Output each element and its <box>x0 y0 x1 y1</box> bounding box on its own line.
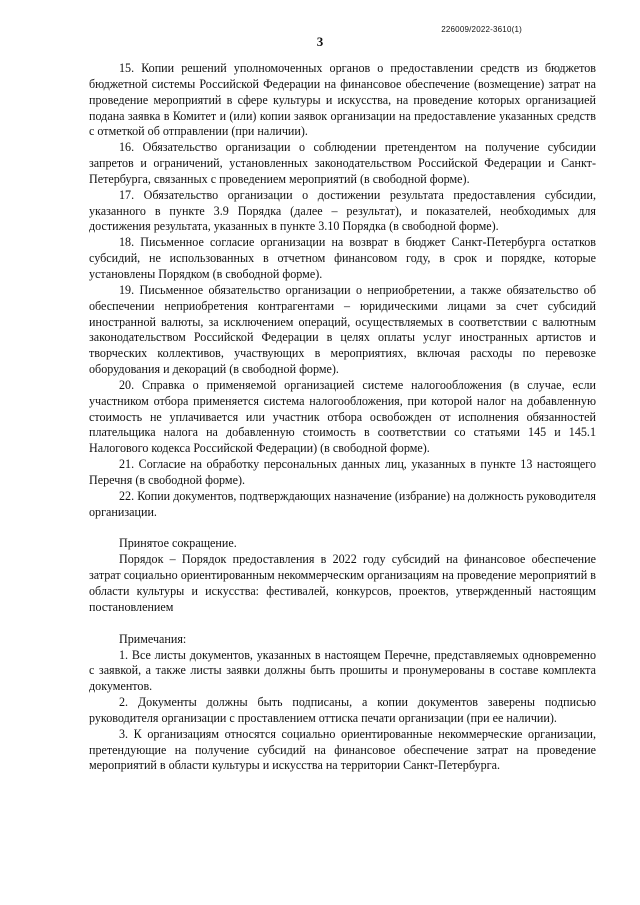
list-item-22: 22. Копии документов, подтверждающих назначение (избрание) на должность руководителя организации. <box>89 488 596 519</box>
list-item-17: 17. Обязательство организации о достижении результата предоставления субсидии, указанного в пункте 3.9 Порядка (далее – результат), и показателей, необходимых для достижения результата, указанных в пункте 3.10 Порядка (в свободной форме). <box>89 187 596 234</box>
note-item-2: 2. Документы должны быть подписаны, а копии документов заверены подписью руководителя организации с проставлением оттиска печати организации (при ее наличии). <box>89 695 596 725</box>
abbreviation-heading: Принятое сокращение. <box>119 536 237 551</box>
list-item-16: 16. Обязательство организации о соблюдении претендентом на получение субсидии запретов и ограничений, установленных законодательством Российской Федерации и Санкт-Петербурга, связанных с проведением мероприятий (в свободной форме). <box>89 140 596 186</box>
document-body <box>89 61 596 774</box>
notes-heading: Примечания: <box>119 631 187 646</box>
list-item-20: 20. Справка о применяемой организацией системе налогообложения (в случае, если участником отбора применяется система налогообложения, при которой налог на добавленную стоимость не уплачивается или участник отбора освобожден от исполнения обязанностей плательщика налога на добавленную стоимость в соответствии со статьями 145 и 145.1 Налогового кодекса Российской Федерации) (в свободной форме). <box>89 377 596 456</box>
note-item-3: 3. К организациям относятся социально ориентированные некоммерческие организации, претендующие на получение субсидий на финансовое обеспечение затрат на проведение мероприятий в области культуры и искусства на территории Санкт-Петербурга. <box>89 726 596 773</box>
note-item-1: 1. Все листы документов, указанных в настоящем Перечне, представляемых одновременно с заявкой, а также листы заявки должны быть прошиты и пронумерованы в составе комплекта документов. <box>89 647 596 694</box>
list-item-15: 15. Копии решений уполномоченных органов о предоставлении средств из бюджетов бюджетной системы Российской Федерации на финансовое обеспечение (возмещение) затрат на проведение мероприятий в сфере культуры и искусства, на проведение которых организацией подана заявка в Комитет и (или) копии заявок организации на предоставление указанных средств с отметкой об отправлении (при наличии). <box>89 61 596 139</box>
list-item-19: 19. Письменное обязательство организации о неприобретении, а также обязательство об обеспечении неприобретения контрагентами – юридическими лицами за счет субсидий иностранной валюты, за исключением операций, осуществляемых в соответствии с валютным законодательством Российской Федерации в целях оплаты услуг иностранных артистов и творческих коллективов, участвующих в мероприятиях, включая расходы по перевозке оборудования и декораций (в свободной форме). <box>89 282 596 377</box>
abbreviation-text: Порядок – Порядок предоставления в 2022 году субсидий на финансовое обеспечение затрат социально ориентированным некоммерческим организациям на проведение мероприятий в области культуры и искусства: фестивалей, конкурсов, проектов, утвержденный настоящим постановлением <box>89 552 596 614</box>
list-item-21: 21. Согласие на обработку персональных данных лиц, указанных в пункте 13 настоящего Перечня (в свободной форме). <box>89 457 596 487</box>
page-number: 3 <box>316 34 324 49</box>
list-item-18: 18. Письменное согласие организации на возврат в бюджет Санкт-Петербурга остатков субсидий, не использованных в отчетном финансовом году, в срок и порядке, которые установлены Порядком (в свободной форме). <box>89 235 596 281</box>
document-id: 226009/2022-3610(1) <box>441 25 522 34</box>
